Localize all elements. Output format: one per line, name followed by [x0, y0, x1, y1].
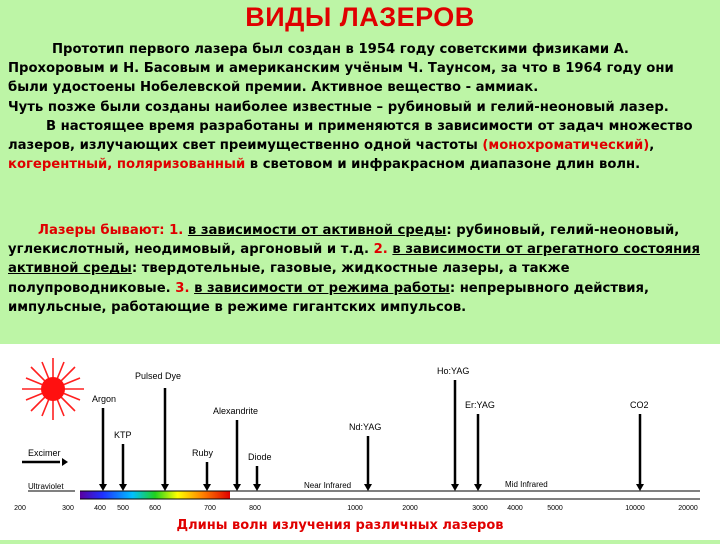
diode-label: Diode — [248, 452, 272, 462]
intro-text-3: В настоящее время разработаны и применяются в зависимости от задач множество лазеров, излучающих свет преимущественно одной частоты — [8, 118, 693, 154]
alexandrite-label: Alexandrite — [213, 406, 259, 416]
intro-sep: , — [649, 138, 655, 154]
alexandrite-arrowhead — [233, 484, 241, 491]
types-list-2: : твердотельные, газовые, жидкостные лазеры, а также полупроводниковые. — [8, 261, 570, 296]
ruby-arrowhead — [203, 484, 211, 491]
tick-800: 800 — [249, 505, 261, 512]
tick-label-group — [14, 505, 698, 512]
mid-infrared-label: Mid Infrared — [505, 480, 548, 489]
hoyag-arrowhead — [451, 484, 459, 491]
laser-burst-icon — [22, 358, 84, 420]
coherent-term: когерентный, поляризованный — [8, 157, 246, 173]
wavelength-diagram — [0, 344, 720, 540]
tick-3000: 3000 — [472, 505, 488, 512]
intro-paragraph — [8, 40, 714, 174]
pulsed-dye-arrowhead — [161, 484, 169, 491]
tick-700: 700 — [204, 505, 216, 512]
tick-10000: 10000 — [625, 505, 645, 512]
tick-1000: 1000 — [347, 505, 363, 512]
number-2: 2. — [369, 242, 388, 258]
laser-labels — [28, 366, 649, 462]
laser-wavelength-figure — [0, 344, 720, 540]
tick-20000: 20000 — [678, 505, 698, 512]
tick-2000: 2000 — [402, 505, 418, 512]
criterion-operation-mode: в зависимости от режима работы — [194, 280, 450, 296]
ndyag-label: Nd:YAG — [349, 422, 382, 432]
tick-300: 300 — [62, 505, 74, 512]
co2-arrowhead — [636, 484, 644, 491]
ultraviolet-label: Ultraviolet — [28, 482, 64, 491]
criterion-active-medium: в зависимости от активной среды — [187, 223, 447, 238]
number-3: 3. — [170, 280, 190, 296]
types-list-1: : рубиновый, гелий-неоновый, углекислотный, неодимовый, аргоновый и т.д. — [8, 223, 680, 258]
tick-200: 200 — [14, 505, 26, 512]
visible-spectrum-band — [80, 491, 230, 499]
eryag-arrowhead — [474, 484, 482, 491]
criterion-aggregate-state: в зависимости от агрегатного состояния активной среды — [8, 242, 700, 277]
argon-label: Argon — [92, 394, 117, 404]
monochromatic-term: (монохроматический) — [482, 138, 650, 154]
pulsed-dye-label: Pulsed Dye — [135, 371, 182, 381]
excimer-arrowhead — [62, 458, 68, 466]
diode-arrowhead — [253, 484, 261, 491]
argon-arrowhead — [99, 484, 107, 491]
types-paragraph — [8, 221, 714, 317]
tick-600: 600 — [149, 505, 161, 512]
near-infrared-label: Near Infrared — [304, 481, 352, 490]
types-intro: Лазеры бывают: 1. — [38, 223, 184, 238]
intro-text-4: в световом и инфракрасном диапазоне длин волн. — [245, 157, 641, 173]
intro-text-1: Прототип первого лазера был создан в 1954 году советскими физиками А. Прохоровым и Н. Басовым и американским учёным Ч. Таунсом, за что в 1964 году они были удостоены Нобелевской премии. Активное вещество - аммиак. — [8, 42, 674, 96]
ktp-label: KTP — [114, 430, 132, 440]
figure-caption: Длины волн излучения различных лазеров — [176, 518, 504, 533]
hoyag-label: Ho:YAG — [437, 366, 470, 376]
intro-text-2: Чуть позже были созданы наиболее известные – рубиновый и гелий-неоновый лазер. — [8, 99, 669, 115]
ruby-label: Ruby — [192, 448, 214, 458]
tick-400: 400 — [94, 505, 106, 512]
excimer-label: Excimer — [28, 448, 61, 458]
tick-5000: 5000 — [547, 505, 563, 512]
ktp-arrowhead — [119, 484, 127, 491]
page-title: ВИДЫ ЛАЗЕРОВ — [245, 2, 475, 32]
tick-4000: 4000 — [507, 505, 523, 512]
eryag-label: Er:YAG — [465, 400, 495, 410]
types-list-3: : непрерывного действия, импульсные, работающие в режиме гигантских импульсов. — [8, 280, 650, 315]
tick-500: 500 — [117, 505, 129, 512]
co2-label: CO2 — [630, 400, 649, 410]
ndyag-arrowhead — [364, 484, 372, 491]
